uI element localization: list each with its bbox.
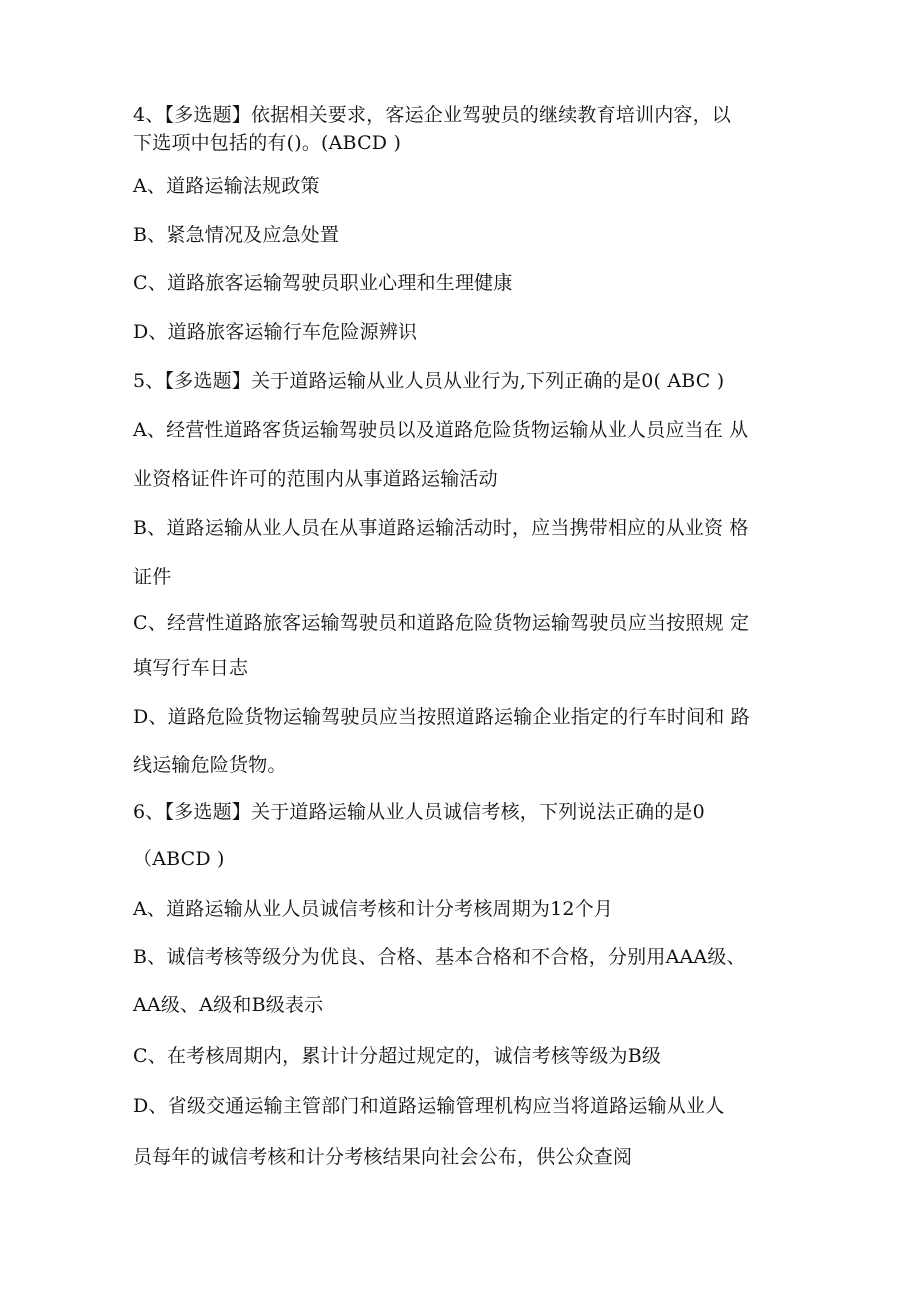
q4-option-d: D、道路旅客运输行车危险源辨识 [133,321,418,343]
q5-option-b-line2: 证件 [133,566,172,588]
q5-option-a-line2: 业资格证件许可的范围内从事道路运输活动 [133,468,498,490]
q4-stem-line2: 下选项中包括的有()。(ABCD ) [133,132,402,154]
q5-option-c-line1: C、经营性道路旅客运输驾驶员和道路危险货物运输驾驶员应当按照规 定 [133,612,750,634]
q6-option-a: A、道路运输从业人员诚信考核和计分考核周期为12个月 [133,898,614,920]
q5-option-d-line2: 线运输危险货物。 [133,754,287,776]
q6-option-c: C、在考核周期内，累计计分超过规定的，诚信考核等级为B级 [133,1045,662,1067]
q5-option-a-line1: A、经营性道路客货运输驾驶员以及道路危险货物运输从业人员应当在 从 [133,419,749,441]
q6-option-d-line2: 员每年的诚信考核和计分考核结果向社会公布，供公众查阅 [133,1146,633,1168]
q6-option-b-line2: AA级、A级和B级表示 [133,994,324,1016]
q4-stem-line1: 4、【多选题】依据相关要求，客运企业驾驶员的继续教育培训内容，以 [133,104,731,126]
q6-option-b-line1: B、诚信考核等级分为优良、合格、基本合格和不合格，分别用AAA级、 [133,946,746,968]
q5-option-d-line1: D、道路危险货物运输驾驶员应当按照道路运输企业指定的行车时间和 路 [133,706,750,728]
q5-option-b-line1: B、道路运输从业人员在从事道路运输活动时，应当携带相应的从业资 格 [133,517,749,539]
q4-option-b: B、紧急情况及应急处置 [133,224,340,246]
q6-stem-line2: （ABCD ) [133,848,225,870]
q4-option-a: A、道路运输法规政策 [133,175,320,197]
q5-option-c-line2: 填写行车日志 [133,657,249,679]
q5-stem: 5、【多选题】关于道路运输从业人员从业行为,下列正确的是0( ABC ) [133,370,725,392]
q6-option-d-line1: D、省级交通运输主管部门和道路运输管理机构应当将道路运输从业人 [133,1095,725,1117]
q4-option-c: C、道路旅客运输驾驶员职业心理和生理健康 [133,272,513,294]
q6-stem-line1: 6、【多选题】关于道路运输从业人员诚信考核，下列说法正确的是0 [133,801,705,823]
